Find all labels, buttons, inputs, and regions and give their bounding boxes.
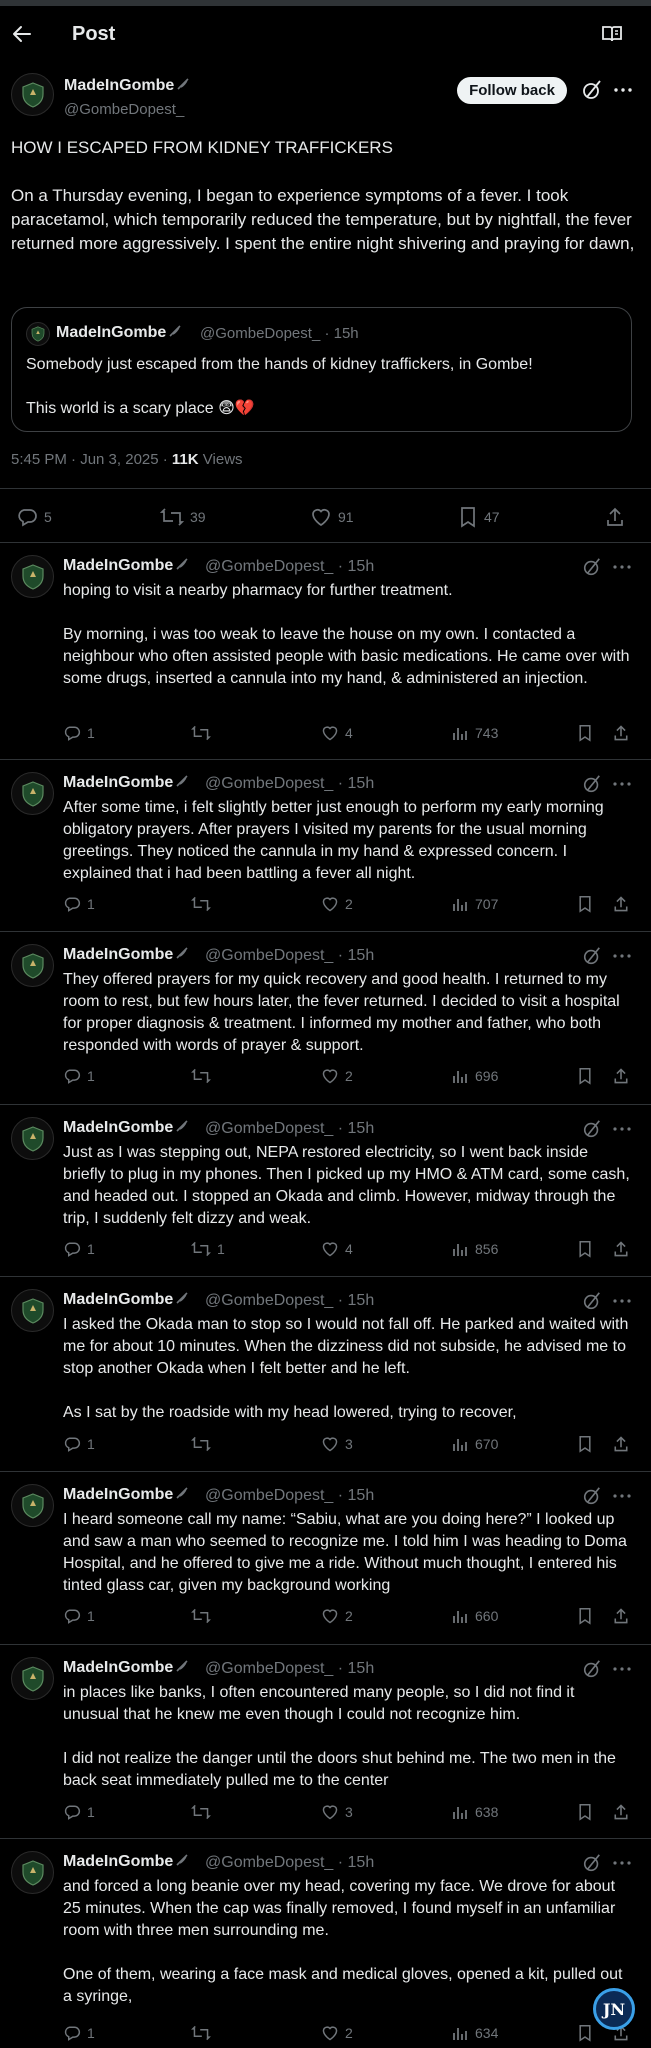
feather-icon bbox=[175, 1119, 189, 1133]
bookmark-icon bbox=[577, 1607, 593, 1625]
grok-icon[interactable] bbox=[582, 774, 602, 794]
views-count: 743 bbox=[475, 725, 499, 741]
back-arrow-icon[interactable] bbox=[10, 22, 34, 46]
divider bbox=[0, 931, 651, 932]
reply-count: 5 bbox=[44, 509, 52, 525]
reply-author-name[interactable]: MadeInGombe bbox=[63, 946, 189, 964]
bookmark-count: 47 bbox=[484, 509, 500, 525]
shield-logo-icon bbox=[18, 1664, 48, 1694]
author-name[interactable]: MadeInGombe bbox=[64, 77, 190, 95]
reply-icon bbox=[63, 1240, 81, 1258]
post-meta bbox=[11, 451, 243, 468]
reply-post[interactable] bbox=[0, 555, 651, 750]
reply-count: 1 bbox=[87, 1241, 95, 1257]
feather-icon bbox=[175, 1853, 189, 1867]
reply-avatar[interactable] bbox=[11, 1117, 54, 1160]
repost-count: 1 bbox=[217, 1241, 225, 1257]
reply-count: 1 bbox=[87, 1436, 95, 1452]
heart-icon bbox=[321, 1803, 339, 1821]
reply-paragraph: Just as I was stepping out, NEPA restored electricity, so I went back inside briefly to plug in my phones. Then I picked up my HMO & ATM card, some cash, and headed out. I stopped an Okada and climb. However, midway through the trip, I suddenly felt dizzy and weak. bbox=[63, 1144, 630, 1227]
more-options-icon[interactable] bbox=[612, 1293, 632, 1309]
feather-icon bbox=[175, 1659, 189, 1673]
like-button[interactable] bbox=[321, 2024, 353, 2042]
reply-paragraph: After some time, i felt slightly better just enough to perform my early morning obligatory prayers. After prayers I visited my parents for the usual morning greetings. They noticed the cannula in my hand & expressed concern. I explained that i had been battling a fever all night. bbox=[63, 799, 604, 882]
bookmark-button[interactable] bbox=[458, 506, 500, 528]
views-label: Views bbox=[198, 451, 243, 468]
like-button[interactable] bbox=[321, 1607, 353, 1625]
reply-paragraph: By morning, i was too weak to leave the house on my own. I contacted a neighbour who often assisted people with basic medications. He came over with some drugs, inserted a cannula into my hand, & administered an injection. bbox=[63, 626, 630, 687]
bookmark-icon bbox=[577, 895, 593, 913]
quote-author-handle: @GombeDopest_ · 15h bbox=[200, 325, 359, 342]
like-button[interactable] bbox=[321, 895, 353, 913]
reply-action-bar bbox=[63, 1607, 638, 1629]
feather-icon bbox=[175, 1291, 189, 1305]
grok-icon[interactable] bbox=[582, 946, 602, 966]
post-time[interactable]: 5:45 PM · Jun 3, 2025 · bbox=[11, 451, 172, 468]
reader-mode-icon[interactable] bbox=[600, 22, 624, 46]
reply-icon bbox=[63, 895, 81, 913]
feather-icon bbox=[176, 77, 190, 91]
grok-icon[interactable] bbox=[582, 1119, 602, 1139]
reply-count: 1 bbox=[87, 1608, 95, 1624]
views-button[interactable] bbox=[451, 1435, 498, 1453]
reply-paragraph: They offered prayers for my quick recovery and good health. I returned to my room to rest, but few hours later, the fever returned. I decided to visit a hospital for proper diagnosis & treatment. I informed my mother and father, who both responded with words of prayer & support. bbox=[63, 971, 620, 1054]
shield-logo-icon bbox=[29, 325, 47, 343]
reply-text bbox=[63, 797, 633, 885]
reply-author-name[interactable]: MadeInGombe bbox=[63, 1853, 189, 1871]
reply-author-handle[interactable]: @GombeDopest_ · 15h bbox=[205, 558, 375, 575]
grok-icon[interactable] bbox=[582, 1291, 602, 1311]
repost-button[interactable] bbox=[160, 506, 206, 528]
reply-paragraph: I did not realize the danger until the doors shut behind me. The two men in the back seat immediately pulled me to the center bbox=[63, 1750, 616, 1789]
reply-button[interactable] bbox=[63, 1240, 95, 1258]
author-avatar[interactable] bbox=[11, 73, 54, 116]
quote-line: Somebody just escaped from the hands of kidney traffickers, in Gombe! bbox=[26, 356, 533, 373]
heart-icon bbox=[310, 506, 332, 528]
more-options-icon[interactable] bbox=[612, 1855, 632, 1871]
bookmark-icon bbox=[577, 1803, 593, 1821]
share-icon bbox=[612, 724, 630, 742]
reply-text bbox=[63, 1682, 633, 1792]
like-button[interactable] bbox=[321, 1067, 353, 1085]
reply-avatar[interactable] bbox=[11, 944, 54, 987]
heart-icon bbox=[321, 1067, 339, 1085]
reply-text bbox=[63, 1142, 633, 1230]
repost-icon bbox=[191, 1240, 211, 1258]
bookmark-button[interactable] bbox=[577, 2024, 593, 2042]
bookmark-button[interactable] bbox=[577, 1435, 593, 1453]
repost-button[interactable] bbox=[191, 1803, 217, 1821]
shield-logo-icon bbox=[18, 1296, 48, 1326]
views-count: 856 bbox=[475, 1241, 499, 1257]
top-header bbox=[0, 6, 651, 62]
reply-author-handle[interactable]: @GombeDopest_ · 15h bbox=[205, 1660, 375, 1677]
repost-icon bbox=[191, 724, 211, 742]
reply-count: 1 bbox=[87, 2025, 95, 2041]
quoted-post[interactable] bbox=[11, 307, 632, 432]
author-handle[interactable]: @GombeDopest_ bbox=[64, 101, 185, 118]
repost-icon bbox=[191, 2024, 211, 2042]
like-button[interactable] bbox=[321, 1803, 353, 1821]
bookmark-button[interactable] bbox=[577, 724, 593, 742]
feather-icon bbox=[175, 946, 189, 960]
reply-post[interactable] bbox=[0, 1289, 651, 1461]
repost-button[interactable] bbox=[191, 1607, 217, 1625]
share-button[interactable] bbox=[612, 1435, 630, 1453]
reply-button[interactable] bbox=[63, 1803, 95, 1821]
share-icon bbox=[604, 506, 626, 528]
repost-button[interactable] bbox=[191, 2024, 217, 2042]
like-button[interactable] bbox=[310, 506, 354, 528]
heart-icon bbox=[321, 895, 339, 913]
like-count: 2 bbox=[345, 1068, 353, 1084]
views-count: 696 bbox=[475, 1068, 499, 1084]
more-options-icon[interactable] bbox=[612, 80, 634, 100]
reply-button[interactable] bbox=[63, 1067, 95, 1085]
reply-text bbox=[63, 1509, 633, 1597]
more-options-icon[interactable] bbox=[612, 948, 632, 964]
feather-icon bbox=[175, 557, 189, 571]
reply-avatar[interactable] bbox=[11, 1657, 54, 1700]
bookmark-button[interactable] bbox=[577, 895, 593, 913]
reply-action-bar bbox=[63, 895, 638, 917]
divider bbox=[0, 1471, 651, 1472]
like-count: 91 bbox=[338, 509, 354, 525]
divider bbox=[0, 1838, 651, 1839]
heart-icon bbox=[321, 1607, 339, 1625]
repost-icon bbox=[191, 895, 211, 913]
reply-paragraph: I heard someone call my name: “Sabiu, what are you doing here?” I looked up and saw a man who seemed to recognize me. I told him I was heading to Doma Hospital, and he offered to give me a ride. Without much thought, I entered his tinted glass car, given my background working bbox=[63, 1511, 627, 1594]
quote-avatar bbox=[26, 322, 50, 346]
reply-author-name[interactable]: MadeInGombe bbox=[63, 1659, 189, 1677]
reply-avatar[interactable] bbox=[11, 772, 54, 815]
reply-paragraph: As I sat by the roadside with my head lowered, trying to recover, bbox=[63, 1404, 517, 1421]
like-count: 3 bbox=[345, 1436, 353, 1452]
like-count: 3 bbox=[345, 1804, 353, 1820]
like-count: 4 bbox=[345, 1241, 353, 1257]
views-count: 638 bbox=[475, 1804, 499, 1820]
reply-text bbox=[63, 1314, 633, 1424]
reply-action-bar bbox=[63, 724, 638, 746]
reply-button[interactable] bbox=[63, 2024, 95, 2042]
reply-author-name[interactable]: MadeInGombe bbox=[63, 557, 189, 575]
repost-icon bbox=[191, 1803, 211, 1821]
reply-author-handle[interactable]: @GombeDopest_ · 15h bbox=[205, 947, 375, 964]
repost-button[interactable] bbox=[191, 724, 217, 742]
views-button[interactable] bbox=[451, 1607, 498, 1625]
grok-icon[interactable] bbox=[582, 557, 602, 577]
bookmark-button[interactable] bbox=[577, 1240, 593, 1258]
divider bbox=[0, 488, 651, 489]
share-icon bbox=[612, 1067, 630, 1085]
bookmark-button[interactable] bbox=[577, 1607, 593, 1625]
bookmark-button[interactable] bbox=[577, 1067, 593, 1085]
follow-back-button[interactable]: Follow back bbox=[457, 77, 567, 104]
views-chart-icon bbox=[451, 1803, 469, 1821]
bookmark-icon bbox=[458, 506, 478, 528]
grok-icon[interactable] bbox=[581, 79, 603, 101]
repost-button[interactable] bbox=[191, 895, 217, 913]
reply-paragraph: I asked the Okada man to stop so I would not fall off. He parked and waited with me for about 10 minutes. When the dizziness did not subside, he advised me to stop another Okada when I felt better and he left. bbox=[63, 1316, 629, 1377]
shield-logo-icon bbox=[18, 951, 48, 981]
reply-avatar[interactable] bbox=[11, 1851, 54, 1894]
views-button[interactable] bbox=[451, 895, 498, 913]
more-options-icon[interactable] bbox=[612, 776, 632, 792]
heart-icon bbox=[321, 1435, 339, 1453]
grok-icon[interactable] bbox=[582, 1853, 602, 1873]
reply-post[interactable] bbox=[0, 1484, 651, 1633]
views-chart-icon bbox=[451, 1607, 469, 1625]
share-button[interactable] bbox=[612, 1803, 630, 1821]
jn-watermark-logo: JN bbox=[593, 1988, 635, 2030]
reply-action-bar bbox=[63, 2024, 638, 2046]
more-options-icon[interactable] bbox=[612, 559, 632, 575]
repost-icon bbox=[191, 1067, 211, 1085]
reply-avatar[interactable] bbox=[11, 1484, 54, 1527]
bookmark-icon bbox=[577, 1240, 593, 1258]
views-count: 707 bbox=[475, 896, 499, 912]
post-paragraph: HOW I ESCAPED FROM KIDNEY TRAFFICKERS bbox=[11, 138, 393, 157]
heart-icon bbox=[321, 1240, 339, 1258]
feather-icon bbox=[168, 324, 182, 338]
reply-author-handle[interactable]: @GombeDopest_ · 15h bbox=[205, 1292, 375, 1309]
repost-icon bbox=[160, 506, 184, 528]
share-icon bbox=[612, 1240, 630, 1258]
reply-text bbox=[63, 969, 633, 1057]
grok-icon[interactable] bbox=[582, 1659, 602, 1679]
views-button[interactable] bbox=[451, 1803, 498, 1821]
repost-button[interactable] bbox=[191, 1067, 217, 1085]
reply-paragraph: in places like banks, I often encountered many people, so I did not find it unusual that he knew me even though I could not recognize him. bbox=[63, 1684, 575, 1723]
share-button[interactable] bbox=[612, 724, 630, 742]
reply-icon bbox=[63, 1607, 81, 1625]
shield-logo-icon bbox=[18, 1491, 48, 1521]
reply-count: 1 bbox=[87, 1068, 95, 1084]
repost-count: 39 bbox=[190, 509, 206, 525]
reply-author-name[interactable]: MadeInGombe bbox=[63, 1486, 189, 1504]
shield-logo-icon bbox=[18, 1858, 48, 1888]
bookmark-icon bbox=[577, 1067, 593, 1085]
reply-author-name[interactable]: MadeInGombe bbox=[63, 1119, 189, 1137]
heart-icon bbox=[321, 2024, 339, 2042]
reply-action-bar bbox=[63, 1435, 638, 1457]
more-options-icon[interactable] bbox=[612, 1121, 632, 1137]
views-button[interactable] bbox=[451, 724, 498, 742]
repost-button[interactable] bbox=[191, 1435, 217, 1453]
divider bbox=[0, 1104, 651, 1105]
reply-icon bbox=[63, 2024, 81, 2042]
like-count: 2 bbox=[345, 1608, 353, 1624]
quote-author-name: MadeInGombe bbox=[56, 324, 182, 342]
bookmark-icon bbox=[577, 2024, 593, 2042]
share-icon bbox=[612, 895, 630, 913]
like-count: 4 bbox=[345, 725, 353, 741]
reply-paragraph: hoping to visit a nearby pharmacy for further treatment. bbox=[63, 582, 453, 599]
shield-logo-icon bbox=[18, 779, 48, 809]
repost-icon bbox=[191, 1607, 211, 1625]
reply-button[interactable] bbox=[63, 1607, 95, 1625]
views-chart-icon bbox=[451, 1067, 469, 1085]
reply-author-handle[interactable]: @GombeDopest_ · 15h bbox=[205, 1854, 375, 1871]
reply-button[interactable] bbox=[16, 506, 52, 528]
reply-author-name[interactable]: MadeInGombe bbox=[63, 1291, 189, 1309]
views-chart-icon bbox=[451, 1240, 469, 1258]
divider bbox=[0, 759, 651, 760]
reply-paragraph: One of them, wearing a face mask and medical gloves, opened a kit, pulled out a syringe, bbox=[63, 1966, 623, 2005]
reply-author-handle[interactable]: @GombeDopest_ · 15h bbox=[205, 1120, 375, 1137]
reply-icon bbox=[63, 1067, 81, 1085]
share-button[interactable] bbox=[612, 1240, 630, 1258]
reply-author-handle[interactable]: @GombeDopest_ · 15h bbox=[205, 775, 375, 792]
reply-count: 1 bbox=[87, 1804, 95, 1820]
share-icon bbox=[612, 1607, 630, 1625]
like-count: 2 bbox=[345, 896, 353, 912]
post-action-bar bbox=[0, 498, 651, 536]
reply-author-name[interactable]: MadeInGombe bbox=[63, 774, 189, 792]
reply-icon bbox=[63, 1803, 81, 1821]
views-button[interactable] bbox=[451, 2024, 498, 2042]
share-icon bbox=[612, 1435, 630, 1453]
views-count: 11K bbox=[171, 451, 199, 468]
reply-author-handle[interactable]: @GombeDopest_ · 15h bbox=[205, 1487, 375, 1504]
share-button[interactable] bbox=[612, 1607, 630, 1625]
feather-icon bbox=[175, 1486, 189, 1500]
shield-logo-icon bbox=[18, 80, 48, 110]
bookmark-icon bbox=[577, 724, 593, 742]
bookmark-button[interactable] bbox=[577, 1803, 593, 1821]
repost-icon bbox=[191, 1435, 211, 1453]
reply-action-bar bbox=[63, 1803, 638, 1825]
reply-count: 1 bbox=[87, 725, 95, 741]
reply-count: 1 bbox=[87, 896, 95, 912]
bookmark-icon bbox=[577, 1435, 593, 1453]
reply-post[interactable] bbox=[0, 772, 651, 921]
reply-button[interactable] bbox=[63, 895, 95, 913]
like-button[interactable] bbox=[321, 1240, 353, 1258]
quote-text bbox=[26, 354, 616, 442]
views-button[interactable] bbox=[451, 1067, 498, 1085]
heart-icon bbox=[321, 724, 339, 742]
more-options-icon[interactable] bbox=[612, 1661, 632, 1677]
share-icon bbox=[612, 1803, 630, 1821]
reply-action-bar bbox=[63, 1240, 638, 1262]
like-button[interactable] bbox=[321, 1435, 353, 1453]
views-count: 634 bbox=[475, 2025, 499, 2041]
divider bbox=[0, 1644, 651, 1645]
share-button[interactable] bbox=[604, 506, 626, 528]
views-button[interactable] bbox=[451, 1240, 498, 1258]
reply-button[interactable] bbox=[63, 1435, 95, 1453]
reply-post[interactable] bbox=[0, 944, 651, 1093]
views-count: 670 bbox=[475, 1436, 499, 1452]
like-count: 2 bbox=[345, 2025, 353, 2041]
views-chart-icon bbox=[451, 1435, 469, 1453]
reply-text bbox=[63, 580, 633, 690]
post-paragraph: On a Thursday evening, I began to experience symptoms of a fever. I took paracetamol, which temporarily reduced the temperature, but by nightfall, the fever returned more aggressively. I spent the entire night shivering and praying for dawn, bbox=[11, 186, 635, 253]
share-button[interactable] bbox=[612, 895, 630, 913]
views-chart-icon bbox=[451, 895, 469, 913]
views-chart-icon bbox=[451, 724, 469, 742]
reply-avatar[interactable] bbox=[11, 555, 54, 598]
more-options-icon[interactable] bbox=[612, 1488, 632, 1504]
reply-icon bbox=[63, 724, 81, 742]
page-title: Post bbox=[72, 23, 116, 45]
quote-line: This world is a scary place 😨💔 bbox=[26, 400, 255, 417]
shield-logo-icon bbox=[18, 562, 48, 592]
grok-icon[interactable] bbox=[582, 1486, 602, 1506]
shield-logo-icon bbox=[18, 1124, 48, 1154]
views-chart-icon bbox=[451, 2024, 469, 2042]
reply-post[interactable] bbox=[0, 1851, 651, 2048]
views-count: 660 bbox=[475, 1608, 499, 1624]
share-button[interactable] bbox=[612, 1067, 630, 1085]
post-text bbox=[11, 136, 636, 280]
divider bbox=[0, 1276, 651, 1277]
reply-avatar[interactable] bbox=[11, 1289, 54, 1332]
divider bbox=[0, 542, 651, 543]
reply-post[interactable] bbox=[0, 1657, 651, 1829]
reply-post[interactable] bbox=[0, 1117, 651, 1266]
reply-icon bbox=[63, 1435, 81, 1453]
like-button[interactable] bbox=[321, 724, 353, 742]
repost-button[interactable] bbox=[191, 1240, 225, 1258]
reply-text bbox=[63, 1876, 633, 2008]
reply-button[interactable] bbox=[63, 724, 95, 742]
reply-icon bbox=[16, 506, 38, 528]
feather-icon bbox=[175, 774, 189, 788]
reply-paragraph: and forced a long beanie over my head, covering my face. We drove for about 25 minutes. When the cap was finally removed, I found myself in an unfamiliar room with three men surrounding me. bbox=[63, 1878, 616, 1939]
reply-action-bar bbox=[63, 1067, 638, 1089]
